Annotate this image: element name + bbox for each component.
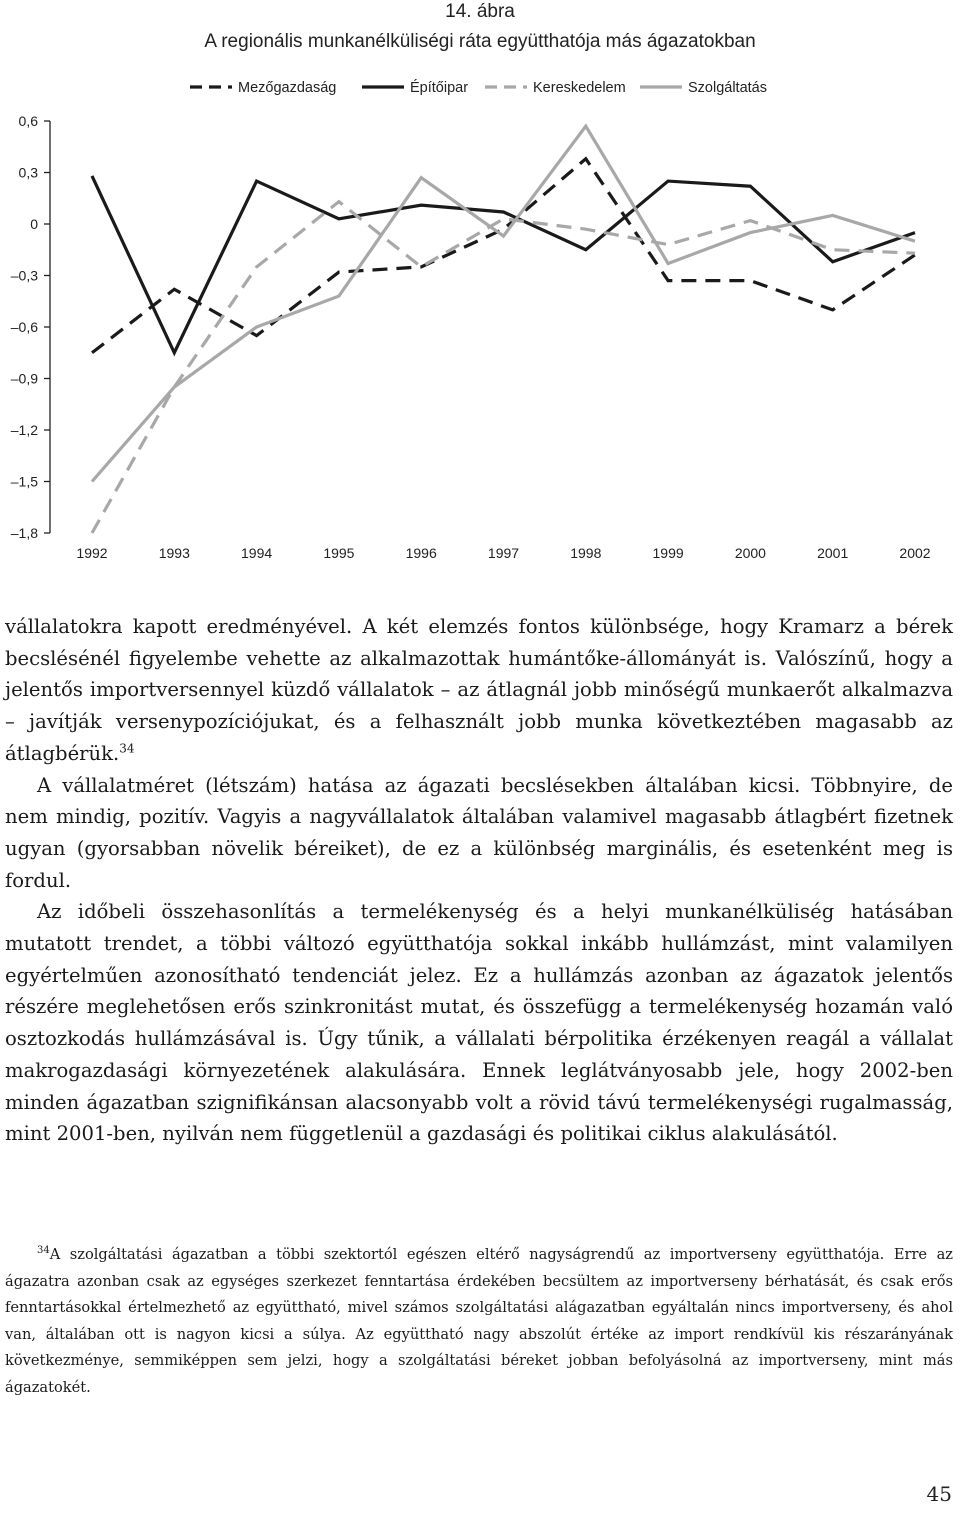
x-axis-labels [76,545,930,561]
legend-label-1: Mezőgazdaság [238,80,337,96]
body-text [5,611,953,1150]
paragraph-3: Az időbeli összehasonlítás a termelékenység és a helyi munkanélküliség hatásában mutatott trendet, a többi változó együtthatója sokkal inkább hullámzást, mint valamilyen egyértelműen azonosítható tendenciát jelez. Ez a hullámzás azonban az ágazatok jelentős részére meglehetősen erős szinkronitást mutat, és összefügg a termelékenység hozamán való osztozkodás hullámzásával is. Úgy tűnik, a vállalati bérpolitika érzékenyen reagál a vállalat makrogazdasági környezetének alakulására. Ennek leglátványosabb jele, hogy 2002-ben minden ágazatban szignifikánsan alacsonyabb volt a rövid távú termelékenységi rugalmasság, mint 2001-ben, nyilván nem függetlenül a gazdasági és politikai ciklus alakulásától. [5,900,953,1146]
y-tick-label: –1,8 [10,525,38,541]
y-tick-label: –1,5 [10,473,38,490]
y-axis [11,113,50,541]
chart-series [92,126,915,533]
chart-title: A regionális munkanélküliségi ráta együtthatója más ágazatokban [204,31,756,52]
x-tick-label: 1995 [323,545,355,561]
x-tick-label: 1996 [405,545,437,561]
x-tick-label: 2000 [734,545,766,561]
footnote-text: A szolgáltatási ágazatban a többi szektortól egészen eltérő nagyságrendű az importverseny együtthatója. Erre az ágazatra azonban csak az egységes szerkezet fenntartása érdekében becsültem az importverseny bérhatását, és csak erős fenntartásokkal értelmezhető az együttható, mivel számos szolgáltatási alágazatban egyáltalán nincs importverseny, és ahol van, általában ott is nagyon kicsi a súlya. Az együttható nagy abszolút értéke az import rendkívül kis részarányának következménye, semmiképpen sem jelzi, hogy a szolgáltatási béreket jobban befolyásolná az importverseny, mint más ágazatokét. [5,1246,953,1396]
series-line-3 [92,202,915,533]
x-tick-label: 2002 [899,545,931,561]
chart-legend [190,79,767,96]
page-number: 45 [926,1482,952,1506]
line-chart [0,66,960,576]
legend-label-3: Kereskedelem [533,80,626,96]
x-tick-label: 2001 [817,545,849,561]
x-tick-label: 1994 [241,545,273,561]
series-line-4 [92,126,915,481]
y-tick-label: –0,3 [10,267,38,284]
legend-label-2: Építőipar [410,80,469,96]
footnote [5,1242,953,1401]
footnote-ref-34: 34 [119,741,135,756]
series-line-1 [92,159,915,353]
x-tick-label: 1999 [652,545,684,561]
legend-label-4: Szolgáltatás [688,80,767,96]
y-tick-label: –0,9 [10,370,38,387]
paragraph-2: A vállalatméret (létszám) hatása az ágazati becslésekben általában kicsi. Többnyire, de nem mindig, pozitív. Vagyis a nagyvállalatok általában valamivel magasabb átlagbért fizetnek ugyan (gyorsabban növelik béreiket), de ez a különbség marginális, és esetenként meg is fordul. [5,773,953,892]
y-tick-label: 0 [30,216,38,232]
y-tick-label: 0,6 [18,113,38,129]
paragraph-1 [5,611,953,770]
x-tick-label: 1993 [158,545,190,561]
figure-label: 14. ábra [445,1,515,22]
y-tick-label: –1,2 [10,422,38,438]
y-tick-label: 0,3 [18,164,38,181]
x-tick-label: 1992 [76,545,108,561]
paragraph-1-text: vállalatokra kapott eredményével. A két elemzés fontos különbsége, hogy Kramarz a bérek becslésénél figyelembe vehette az alkalmazottak humántőke-állományát is. Valószínű, hogy a jelentős importversennyel küzdő vállalatok – az átlagnál jobb minőségű munkaerőt alkalmazva – javítják versenypozíciójukat, és a felhasznált jobb munka következtében magasabb az átlagbérük. [5,615,953,765]
footnote-marker: 34 [37,1245,50,1257]
x-tick-label: 1997 [487,545,520,561]
x-tick-label: 1998 [570,545,602,561]
y-tick-label: –0,6 [10,319,38,335]
